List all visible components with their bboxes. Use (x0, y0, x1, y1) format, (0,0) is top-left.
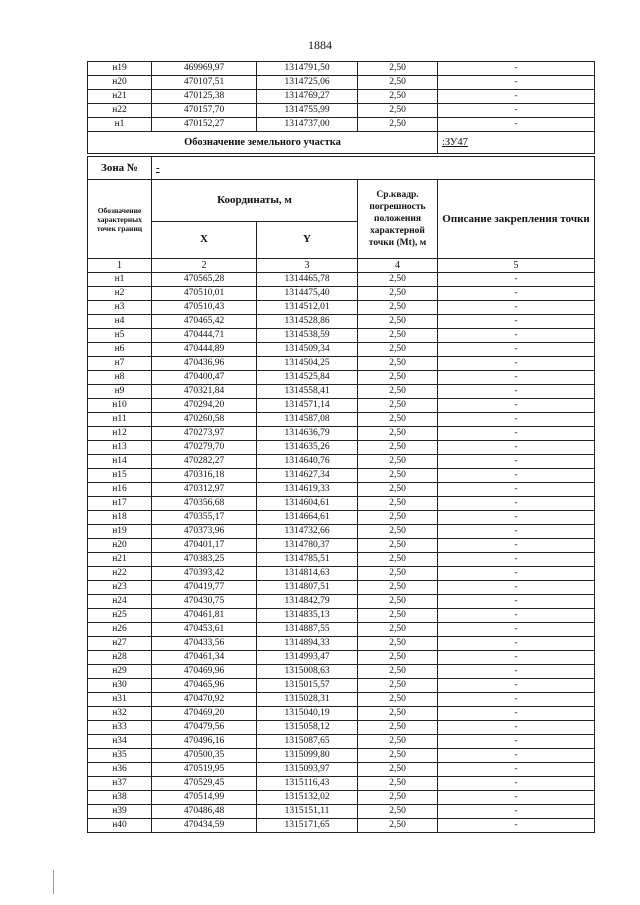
x-cell: 470260,58 (152, 413, 257, 427)
precision-cell: 2,50 (358, 623, 438, 637)
point-id-cell: н20 (88, 76, 152, 90)
table-row (88, 791, 595, 805)
x-cell: 470461,34 (152, 651, 257, 665)
point-id-cell: н19 (88, 525, 152, 539)
point-id-cell: н5 (88, 329, 152, 343)
parcel-row (88, 132, 595, 154)
zone-label: Зона № (88, 157, 152, 180)
description-cell: - (438, 315, 595, 329)
point-id-cell: н9 (88, 385, 152, 399)
y-cell: 1314725,06 (257, 76, 358, 90)
point-id-cell: н35 (88, 749, 152, 763)
description-cell: - (438, 735, 595, 749)
x-cell: 470282,27 (152, 455, 257, 469)
point-id-cell: н24 (88, 595, 152, 609)
description-cell: - (438, 497, 595, 511)
y-cell: 1314509,34 (257, 343, 358, 357)
point-id-cell: н1 (88, 118, 152, 132)
description-cell: - (438, 553, 595, 567)
point-id-cell: н30 (88, 679, 152, 693)
precision-cell: 2,50 (358, 525, 438, 539)
description-cell: - (438, 301, 595, 315)
x-cell: 470321,84 (152, 385, 257, 399)
precision-cell: 2,50 (358, 651, 438, 665)
y-cell: 1315087,65 (257, 735, 358, 749)
x-cell: 470401,17 (152, 539, 257, 553)
table-row (88, 777, 595, 791)
table-row (88, 581, 595, 595)
table-row (88, 819, 595, 833)
x-cell: 470469,96 (152, 665, 257, 679)
point-id-cell: н21 (88, 553, 152, 567)
precision-cell: 2,50 (358, 609, 438, 623)
y-cell: 1314504,25 (257, 357, 358, 371)
table-row (88, 301, 595, 315)
precision-cell: 2,50 (358, 315, 438, 329)
point-id-cell: н18 (88, 511, 152, 525)
x-cell: 470436,96 (152, 357, 257, 371)
point-id-cell: н13 (88, 441, 152, 455)
description-cell: - (438, 707, 595, 721)
description-cell: - (438, 623, 595, 637)
description-cell: - (438, 104, 595, 118)
table-row (88, 62, 595, 76)
precision-cell: 2,50 (358, 679, 438, 693)
parcel-value: :ЗУ47 (438, 132, 595, 154)
x-cell: 470479,56 (152, 721, 257, 735)
precision-cell: 2,50 (358, 483, 438, 497)
precision-cell: 2,50 (358, 497, 438, 511)
description-cell: - (438, 385, 595, 399)
precision-cell: 2,50 (358, 567, 438, 581)
x-cell: 470400,47 (152, 371, 257, 385)
point-id-cell: н39 (88, 805, 152, 819)
table-row (88, 343, 595, 357)
table-row (88, 441, 595, 455)
point-id-cell: н37 (88, 777, 152, 791)
x-cell: 470273,97 (152, 427, 257, 441)
table-row (88, 511, 595, 525)
column-number: 5 (438, 259, 595, 273)
precision-cell: 2,50 (358, 62, 438, 76)
y-cell: 1315040,19 (257, 707, 358, 721)
precision-cell: 2,50 (358, 385, 438, 399)
y-cell: 1314993,47 (257, 651, 358, 665)
y-cell: 1314732,66 (257, 525, 358, 539)
description-cell: - (438, 819, 595, 833)
precision-cell: 2,50 (358, 819, 438, 833)
description-cell: - (438, 567, 595, 581)
y-cell: 1315093,97 (257, 763, 358, 777)
precision-cell: 2,50 (358, 76, 438, 90)
description-cell: - (438, 679, 595, 693)
x-cell: 470356,68 (152, 497, 257, 511)
y-cell: 1314558,41 (257, 385, 358, 399)
y-cell: 1315015,57 (257, 679, 358, 693)
x-cell: 470465,96 (152, 679, 257, 693)
table-row (88, 273, 595, 287)
x-cell: 470486,48 (152, 805, 257, 819)
precision-cell: 2,50 (358, 665, 438, 679)
table-row (88, 385, 595, 399)
x-cell: 470500,35 (152, 749, 257, 763)
precision-cell: 2,50 (358, 693, 438, 707)
description-cell: - (438, 539, 595, 553)
x-cell: 470393,42 (152, 567, 257, 581)
precision-cell: 2,50 (358, 511, 438, 525)
point-id-cell: н4 (88, 315, 152, 329)
y-cell: 1315058,12 (257, 721, 358, 735)
zone-row (88, 157, 595, 180)
x-cell: 470519,95 (152, 763, 257, 777)
point-id-cell: н22 (88, 567, 152, 581)
table-row (88, 679, 595, 693)
table-row (88, 357, 595, 371)
y-cell: 1314538,59 (257, 329, 358, 343)
table-row (88, 539, 595, 553)
precision-cell: 2,50 (358, 399, 438, 413)
table-row (88, 118, 595, 132)
x-cell: 470279,70 (152, 441, 257, 455)
point-id-cell: н29 (88, 665, 152, 679)
point-id-cell: н31 (88, 693, 152, 707)
x-cell: 470461,81 (152, 609, 257, 623)
y-cell: 1314780,37 (257, 539, 358, 553)
precision-cell: 2,50 (358, 90, 438, 104)
precision-cell: 2,50 (358, 413, 438, 427)
description-cell: - (438, 399, 595, 413)
y-cell: 1315116,43 (257, 777, 358, 791)
y-cell: 1314814,63 (257, 567, 358, 581)
precision-cell: 2,50 (358, 735, 438, 749)
table-row (88, 623, 595, 637)
precision-cell: 2,50 (358, 273, 438, 287)
x-cell: 470107,51 (152, 76, 257, 90)
description-cell: - (438, 777, 595, 791)
table-row (88, 469, 595, 483)
description-cell: - (438, 62, 595, 76)
point-id-cell: н27 (88, 637, 152, 651)
table-row (88, 567, 595, 581)
y-cell: 1314894,33 (257, 637, 358, 651)
x-cell: 470469,20 (152, 707, 257, 721)
x-cell: 470510,01 (152, 287, 257, 301)
point-id-cell: н33 (88, 721, 152, 735)
header-description: Описание закрепления точки (438, 180, 595, 259)
description-cell: - (438, 483, 595, 497)
y-cell: 1315028,31 (257, 693, 358, 707)
y-cell: 1314627,34 (257, 469, 358, 483)
top-coordinates-table (87, 61, 595, 154)
x-cell: 470470,92 (152, 693, 257, 707)
x-cell: 469969,97 (152, 62, 257, 76)
y-cell: 1315008,63 (257, 665, 358, 679)
description-cell: - (438, 665, 595, 679)
precision-cell: 2,50 (358, 805, 438, 819)
description-cell: - (438, 791, 595, 805)
table-row (88, 763, 595, 777)
y-cell: 1314587,08 (257, 413, 358, 427)
description-cell: - (438, 595, 595, 609)
x-cell: 470529,45 (152, 777, 257, 791)
description-cell: - (438, 581, 595, 595)
x-cell: 470152,27 (152, 118, 257, 132)
y-cell: 1314842,79 (257, 595, 358, 609)
description-cell: - (438, 693, 595, 707)
table-row (88, 707, 595, 721)
y-cell: 1314835,13 (257, 609, 358, 623)
table-row (88, 455, 595, 469)
point-id-cell: н1 (88, 273, 152, 287)
top-table-body (88, 62, 595, 132)
header-y: Y (257, 221, 358, 258)
precision-cell: 2,50 (358, 553, 438, 567)
y-cell: 1314619,33 (257, 483, 358, 497)
precision-cell: 2,50 (358, 763, 438, 777)
y-cell: 1315151,11 (257, 805, 358, 819)
column-number: 1 (88, 259, 152, 273)
point-id-cell: н17 (88, 497, 152, 511)
table-row (88, 595, 595, 609)
precision-cell: 2,50 (358, 595, 438, 609)
description-cell: - (438, 287, 595, 301)
table-row (88, 525, 595, 539)
zone-value: - (152, 157, 595, 180)
header-row (88, 180, 595, 222)
column-number: 2 (152, 259, 257, 273)
point-id-cell: н21 (88, 90, 152, 104)
point-id-cell: н34 (88, 735, 152, 749)
description-cell: - (438, 357, 595, 371)
point-id-cell: н11 (88, 413, 152, 427)
table-row (88, 749, 595, 763)
table-row (88, 497, 595, 511)
y-cell: 1314785,51 (257, 553, 358, 567)
description-cell: - (438, 763, 595, 777)
x-cell: 470316,18 (152, 469, 257, 483)
margin-mark (53, 870, 55, 894)
point-id-cell: н6 (88, 343, 152, 357)
parcel-label: Обозначение земельного участка (88, 132, 438, 154)
point-id-cell: н3 (88, 301, 152, 315)
x-cell: 470514,99 (152, 791, 257, 805)
description-cell: - (438, 371, 595, 385)
x-cell: 470312,97 (152, 483, 257, 497)
table-row (88, 76, 595, 90)
table-row (88, 427, 595, 441)
description-cell: - (438, 721, 595, 735)
description-cell: - (438, 651, 595, 665)
x-cell: 470444,71 (152, 329, 257, 343)
description-cell: - (438, 455, 595, 469)
point-id-cell: н16 (88, 483, 152, 497)
precision-cell: 2,50 (358, 637, 438, 651)
point-id-cell: н20 (88, 539, 152, 553)
table-row (88, 553, 595, 567)
y-cell: 1314791,50 (257, 62, 358, 76)
header-point-designation: Обозначение характерных точек границ (88, 180, 152, 259)
table-row (88, 90, 595, 104)
description-cell: - (438, 749, 595, 763)
table-row (88, 665, 595, 679)
y-cell: 1314512,01 (257, 301, 358, 315)
precision-cell: 2,50 (358, 287, 438, 301)
table-row (88, 371, 595, 385)
x-cell: 470294,20 (152, 399, 257, 413)
point-id-cell: н15 (88, 469, 152, 483)
table-row (88, 483, 595, 497)
description-cell: - (438, 441, 595, 455)
x-cell: 470383,25 (152, 553, 257, 567)
table-row (88, 805, 595, 819)
x-cell: 470419,77 (152, 581, 257, 595)
point-id-cell: н38 (88, 791, 152, 805)
precision-cell: 2,50 (358, 329, 438, 343)
point-id-cell: н2 (88, 287, 152, 301)
y-cell: 1314475,40 (257, 287, 358, 301)
point-id-cell: н22 (88, 104, 152, 118)
x-cell: 470430,75 (152, 595, 257, 609)
table-row (88, 399, 595, 413)
description-cell: - (438, 413, 595, 427)
table-row (88, 287, 595, 301)
description-cell: - (438, 343, 595, 357)
y-cell: 1314807,51 (257, 581, 358, 595)
header-precision: Ср.квадр. погрешность положения характерной точки (Mt), м (358, 180, 438, 259)
y-cell: 1314636,79 (257, 427, 358, 441)
y-cell: 1314887,55 (257, 623, 358, 637)
precision-cell: 2,50 (358, 104, 438, 118)
table-row (88, 609, 595, 623)
point-id-cell: н7 (88, 357, 152, 371)
table-row (88, 735, 595, 749)
point-id-cell: н32 (88, 707, 152, 721)
precision-cell: 2,50 (358, 301, 438, 315)
y-cell: 1314640,76 (257, 455, 358, 469)
column-number: 4 (358, 259, 438, 273)
precision-cell: 2,50 (358, 441, 438, 455)
point-id-cell: н8 (88, 371, 152, 385)
x-cell: 470433,56 (152, 637, 257, 651)
point-id-cell: н28 (88, 651, 152, 665)
main-coordinates-table (87, 156, 595, 833)
y-cell: 1314571,14 (257, 399, 358, 413)
precision-cell: 2,50 (358, 118, 438, 132)
y-cell: 1314525,84 (257, 371, 358, 385)
y-cell: 1315132,02 (257, 791, 358, 805)
y-cell: 1314769,27 (257, 90, 358, 104)
point-id-cell: н23 (88, 581, 152, 595)
description-cell: - (438, 805, 595, 819)
point-id-cell: н19 (88, 62, 152, 76)
x-cell: 470157,70 (152, 104, 257, 118)
x-cell: 470373,96 (152, 525, 257, 539)
y-cell: 1315171,65 (257, 819, 358, 833)
precision-cell: 2,50 (358, 539, 438, 553)
precision-cell: 2,50 (358, 343, 438, 357)
point-id-cell: н14 (88, 455, 152, 469)
x-cell: 470125,38 (152, 90, 257, 104)
x-cell: 470510,43 (152, 301, 257, 315)
y-cell: 1315099,80 (257, 749, 358, 763)
y-cell: 1314664,61 (257, 511, 358, 525)
precision-cell: 2,50 (358, 357, 438, 371)
table-row (88, 693, 595, 707)
column-number-row (88, 259, 595, 273)
precision-cell: 2,50 (358, 427, 438, 441)
description-cell: - (438, 609, 595, 623)
main-table-body (88, 273, 595, 833)
point-id-cell: н26 (88, 623, 152, 637)
precision-cell: 2,50 (358, 707, 438, 721)
description-cell: - (438, 90, 595, 104)
table-row (88, 104, 595, 118)
table-row (88, 329, 595, 343)
description-cell: - (438, 525, 595, 539)
table-row (88, 637, 595, 651)
x-cell: 470465,42 (152, 315, 257, 329)
table-row (88, 651, 595, 665)
description-cell: - (438, 76, 595, 90)
description-cell: - (438, 427, 595, 441)
table-row (88, 413, 595, 427)
x-cell: 470453,61 (152, 623, 257, 637)
y-cell: 1314528,86 (257, 315, 358, 329)
y-cell: 1314755,99 (257, 104, 358, 118)
y-cell: 1314737,00 (257, 118, 358, 132)
header-coordinates: Координаты, м (152, 180, 358, 222)
precision-cell: 2,50 (358, 469, 438, 483)
precision-cell: 2,50 (358, 749, 438, 763)
x-cell: 470444,89 (152, 343, 257, 357)
table-row (88, 721, 595, 735)
precision-cell: 2,50 (358, 581, 438, 595)
y-cell: 1314465,78 (257, 273, 358, 287)
description-cell: - (438, 469, 595, 483)
page-number: 1884 (308, 38, 332, 52)
x-cell: 470355,17 (152, 511, 257, 525)
header-x: X (152, 221, 257, 258)
point-id-cell: н40 (88, 819, 152, 833)
y-cell: 1314604,61 (257, 497, 358, 511)
description-cell: - (438, 637, 595, 651)
x-cell: 470565,28 (152, 273, 257, 287)
y-cell: 1314635,26 (257, 441, 358, 455)
x-cell: 470434,59 (152, 819, 257, 833)
description-cell: - (438, 329, 595, 343)
point-id-cell: н25 (88, 609, 152, 623)
point-id-cell: н12 (88, 427, 152, 441)
description-cell: - (438, 273, 595, 287)
point-id-cell: н36 (88, 763, 152, 777)
precision-cell: 2,50 (358, 791, 438, 805)
precision-cell: 2,50 (358, 371, 438, 385)
precision-cell: 2,50 (358, 777, 438, 791)
precision-cell: 2,50 (358, 455, 438, 469)
description-cell: - (438, 118, 595, 132)
table-row (88, 315, 595, 329)
precision-cell: 2,50 (358, 721, 438, 735)
description-cell: - (438, 511, 595, 525)
x-cell: 470496,16 (152, 735, 257, 749)
point-id-cell: н10 (88, 399, 152, 413)
column-number: 3 (257, 259, 358, 273)
